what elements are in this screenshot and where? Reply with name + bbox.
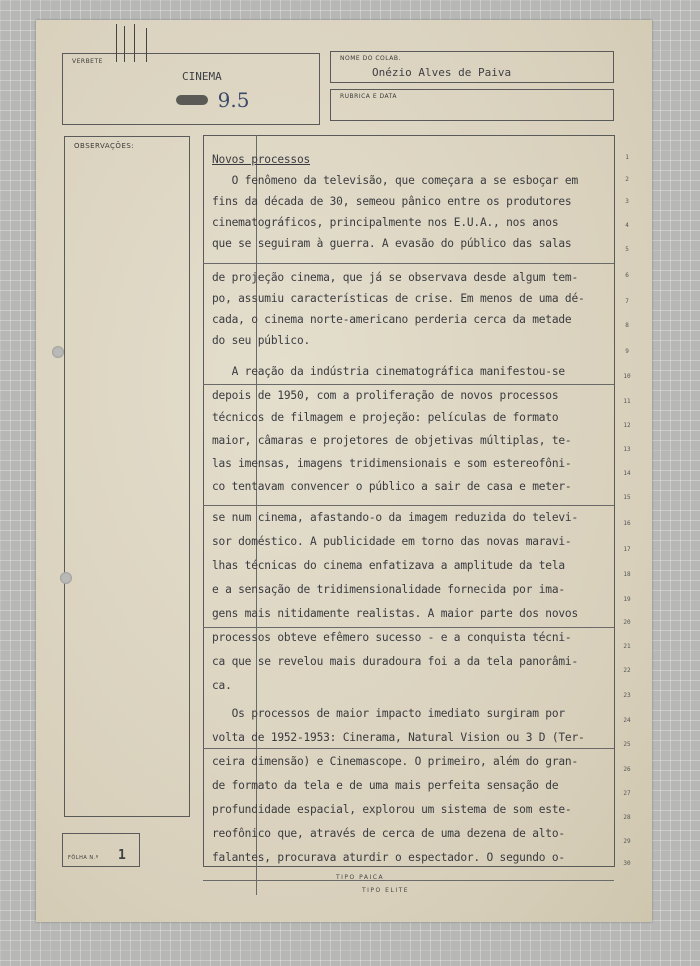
body-line-24: Os processos de maior impacto imediato surgiram por xyxy=(212,707,565,720)
body-line-10: A reação da indústria cinematográfica manifestou-se xyxy=(212,365,565,378)
body-line-30: falantes, procurava aturdir o espectador. O segundo o- xyxy=(212,851,565,864)
verbete-label: VERBETE xyxy=(72,58,103,65)
line-number: 3 xyxy=(625,198,629,205)
body-line-21: processos obteve efêmero sucesso - e a conquista técni- xyxy=(212,631,572,644)
body-line-8: cada, o cinema norte-americano perderia cerca da metade xyxy=(212,313,572,326)
section-divider-5 xyxy=(203,748,614,749)
section-divider-2 xyxy=(203,384,614,385)
body-line-7: po, assumiu características de crise. Em menos de uma dé- xyxy=(212,292,585,305)
body-line-26: ceira dimensão) e Cinemascope. O primeiro, além do gran- xyxy=(212,755,578,768)
body-line-16: se num cinema, afastando-o da imagem reduzida do televi- xyxy=(212,511,578,524)
line-number: 20 xyxy=(623,619,631,626)
punch-hole-top xyxy=(52,346,64,358)
body-line-13: maior, câmaras e projetores de objetivas múltiplas, te- xyxy=(212,434,572,447)
line-number: 25 xyxy=(623,741,631,748)
folha-value: 1 xyxy=(118,848,126,863)
line-number: 24 xyxy=(623,717,631,724)
section-divider-1 xyxy=(203,263,614,264)
verbete-value: CINEMA xyxy=(182,70,222,83)
body-line-17: sor doméstico. A publicidade em torno das novas maravi- xyxy=(212,535,572,548)
footer-line-1 xyxy=(203,880,614,881)
body-line-27: de formato da tela e de uma mais perfeita sensação de xyxy=(212,779,559,792)
line-number: 6 xyxy=(625,272,629,279)
line-number: 14 xyxy=(623,470,631,477)
line-number: 15 xyxy=(623,494,631,501)
body-line-1: Novos processos xyxy=(212,153,311,166)
body-line-25: volta de 1952-1953: Cinerama, Natural Vision ou 3 D (Ter- xyxy=(212,731,585,744)
body-line-5: que se seguiram à guerra. A evasão do público das salas xyxy=(212,237,572,250)
body-line-15: co tentavam convencer o público a sair de casa e meter- xyxy=(212,480,572,493)
folha-box xyxy=(62,833,140,867)
line-number: 1 xyxy=(625,154,629,161)
line-number: 8 xyxy=(625,322,629,329)
body-line-18: lhas técnicas do cinema enfatizava a amplitude da tela xyxy=(212,559,565,572)
body-line-3: fins da década de 30, semeou pânico entre os produtores xyxy=(212,195,572,208)
observacoes-box xyxy=(64,136,190,817)
line-number: 5 xyxy=(625,246,629,253)
body-line-11: depois de 1950, com a proliferação de novos processos xyxy=(212,389,559,402)
line-number: 26 xyxy=(623,766,631,773)
colab-value: Onézio Alves de Paiva xyxy=(372,66,512,79)
body-line-22: ca que se revelou mais duradoura foi a da tela panorâmi- xyxy=(212,655,578,668)
tipo-paica-label: TIPO PAICA xyxy=(336,874,385,881)
line-number: 11 xyxy=(623,398,631,405)
line-number: 18 xyxy=(623,571,631,578)
colab-label: NOME DO COLAB. xyxy=(340,55,401,62)
line-number: 17 xyxy=(623,546,631,553)
line-number: 28 xyxy=(623,814,631,821)
line-number: 10 xyxy=(623,373,631,380)
line-number: 21 xyxy=(623,643,631,650)
tally-marks xyxy=(116,24,156,64)
punch-hole-bottom xyxy=(60,572,72,584)
line-number: 9 xyxy=(625,348,629,355)
body-line-19: e a sensação de tridimensionalidade fornecida por ima- xyxy=(212,583,565,596)
handwritten-number: 9.5 xyxy=(217,88,250,112)
body-line-14: las imensas, imagens tridimensionais e som estereofôni- xyxy=(212,457,572,470)
body-line-20: gens mais nitidamente realistas. A maior parte dos novos xyxy=(212,607,578,620)
body-line-12: técnicos de filmagem e projeção: películas de formato xyxy=(212,411,559,424)
body-line-28: profundidade espacial, explorou um sistema de som este- xyxy=(212,803,572,816)
line-number: 12 xyxy=(623,422,631,429)
section-divider-3 xyxy=(203,505,614,506)
rubrica-label: RUBRICA E DATA xyxy=(340,93,397,100)
line-number: 30 xyxy=(623,860,631,867)
body-line-2: O fenômeno da televisão, que começara a se esboçar em xyxy=(212,174,578,187)
line-number: 4 xyxy=(625,222,629,229)
line-number: 19 xyxy=(623,596,631,603)
line-number: 22 xyxy=(623,667,631,674)
body-line-29: reofônico que, através de cerca de uma dezena de alto- xyxy=(212,827,565,840)
folha-label: FÔLHA N.º xyxy=(68,855,99,861)
body-line-9: do seu público. xyxy=(212,334,311,347)
body-line-6: de projeção cinema, que já se observava desde algum tem- xyxy=(212,271,578,284)
line-number: 23 xyxy=(623,692,631,699)
line-number: 7 xyxy=(625,298,629,305)
tipo-elite-label: TIPO ELITE xyxy=(362,887,410,894)
line-number: 16 xyxy=(623,520,631,527)
line-number: 13 xyxy=(623,446,631,453)
observacoes-label: OBSERVAÇÕES: xyxy=(74,142,135,150)
line-number: 27 xyxy=(623,790,631,797)
line-number: 29 xyxy=(623,838,631,845)
body-line-23: ca. xyxy=(212,679,232,692)
scribble-icon xyxy=(176,95,208,105)
body-line-4: cinematográficos, principalmente nos E.U.A., nos anos xyxy=(212,216,559,229)
handwritten-number-stamp xyxy=(176,88,249,112)
line-number: 2 xyxy=(625,176,629,183)
